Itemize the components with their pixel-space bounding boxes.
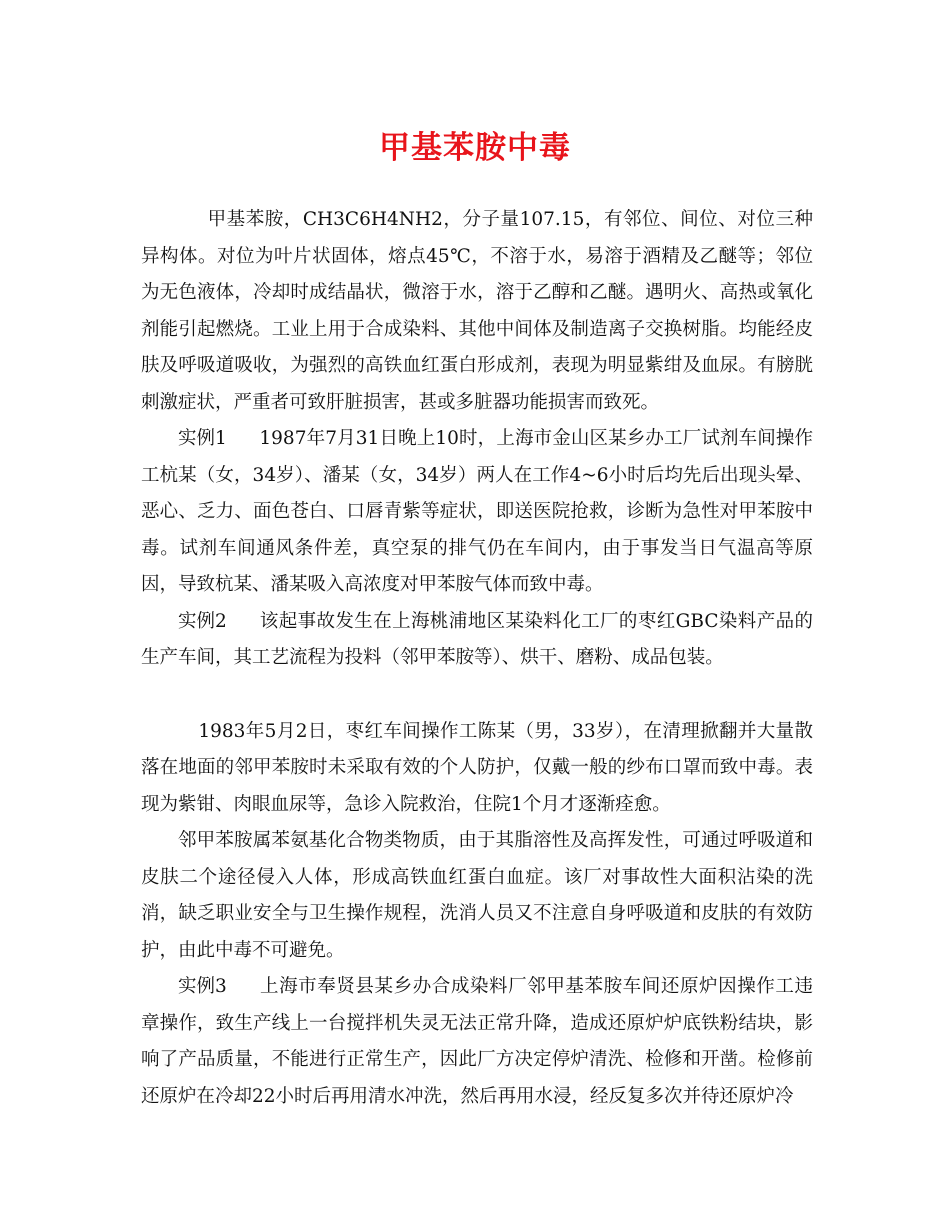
case-1-paragraph [141, 421, 813, 604]
intro-paragraph: 甲基苯胺，CH3C6H4NH2，分子量107.15，有邻位、间位、对位三种异构体。对位为叶片状固体，熔点45℃，不溶于水，易溶于酒精及乙醚等；邻位为无色液体，冷却时成结晶状，微溶于水，溶于乙醇和乙醚。遇明火、高热或氧化剂能引起燃烧。工业上用于合成染料、其他中间体及制造离子交换树脂。均能经皮肤及呼吸道吸收，为强烈的高铁血红蛋白形成剂，表现为明显紫绀及血尿。有膀胱刺激症状，严重者可致肝脏损害，甚或多脏器功能损害而致死。 [141, 209, 813, 413]
case-2-label: 实例2 [178, 610, 227, 632]
case-1-label: 实例1 [178, 428, 227, 449]
case-1-text: 1987年7月31日晚上10时，上海市金山区某乡办工厂试剂车间操作工杭某（女，34岁）、潘某（女，34岁）两人在工作4~6小时后均先后出现头晕、恶心、乏力、面色苍白、口唇青紫等症状，即送医院抢救，诊断为急性对甲苯胺中毒。试剂车间通风条件差，真空泵的排气仍在车间内，由于事发当日气温高等原因，导致杭某、潘某吸入高浓度对甲苯胺气体而致中毒。 [141, 428, 813, 595]
case-2-text: 该起事故发生在上海桃浦地区某染料化工厂的枣红GBC染料产品的生产车间，其工艺流程为投料（邻甲苯胺等）、烘干、磨粉、成品包装。 [141, 610, 813, 668]
paragraph-spacer [141, 677, 813, 714]
case-2-analysis-paragraph: 邻甲苯胺属苯氨基化合物类物质，由于其脂溶性及高挥发性，可通过呼吸道和皮肤二个途径侵入人体，形成高铁血红蛋白血症。该厂对事故性大面积沾染的洗消，缺乏职业安全与卫生操作规程，洗消人员又不注意自身呼吸道和皮肤的有效防护，由此中毒不可避免。 [141, 830, 813, 961]
document-body [141, 202, 813, 1115]
case-3-label: 实例3 [178, 976, 227, 997]
case-3-paragraph [141, 969, 813, 1115]
case-2-paragraph [141, 604, 813, 677]
case-2-detail-paragraph: 1983年5月2日，枣红车间操作工陈某（男，33岁），在清理掀翻并大量散落在地面的邻甲苯胺时未采取有效的个人防护，仅戴一般的纱布口罩而致中毒。表现为紫钳、肉眼血尿等，急诊入院救治，住院1个月才逐渐痊愈。 [141, 720, 813, 815]
document-title: 甲基苯胺中毒 [379, 130, 571, 166]
case-3-text: 上海市奉贤县某乡办合成染料厂邻甲基苯胺车间还原炉因操作工违章操作，致生产线上一台搅拌机失灵无法正常升降，造成还原炉炉底铁粉结块，影响了产品质量，不能进行正常生产，因此厂方决定停炉清洗、检修和开凿。检修前还原炉在冷却22小时后再用清水冲洗，然后再用水浸，经反复多次并待还原炉冷 [141, 976, 813, 1107]
